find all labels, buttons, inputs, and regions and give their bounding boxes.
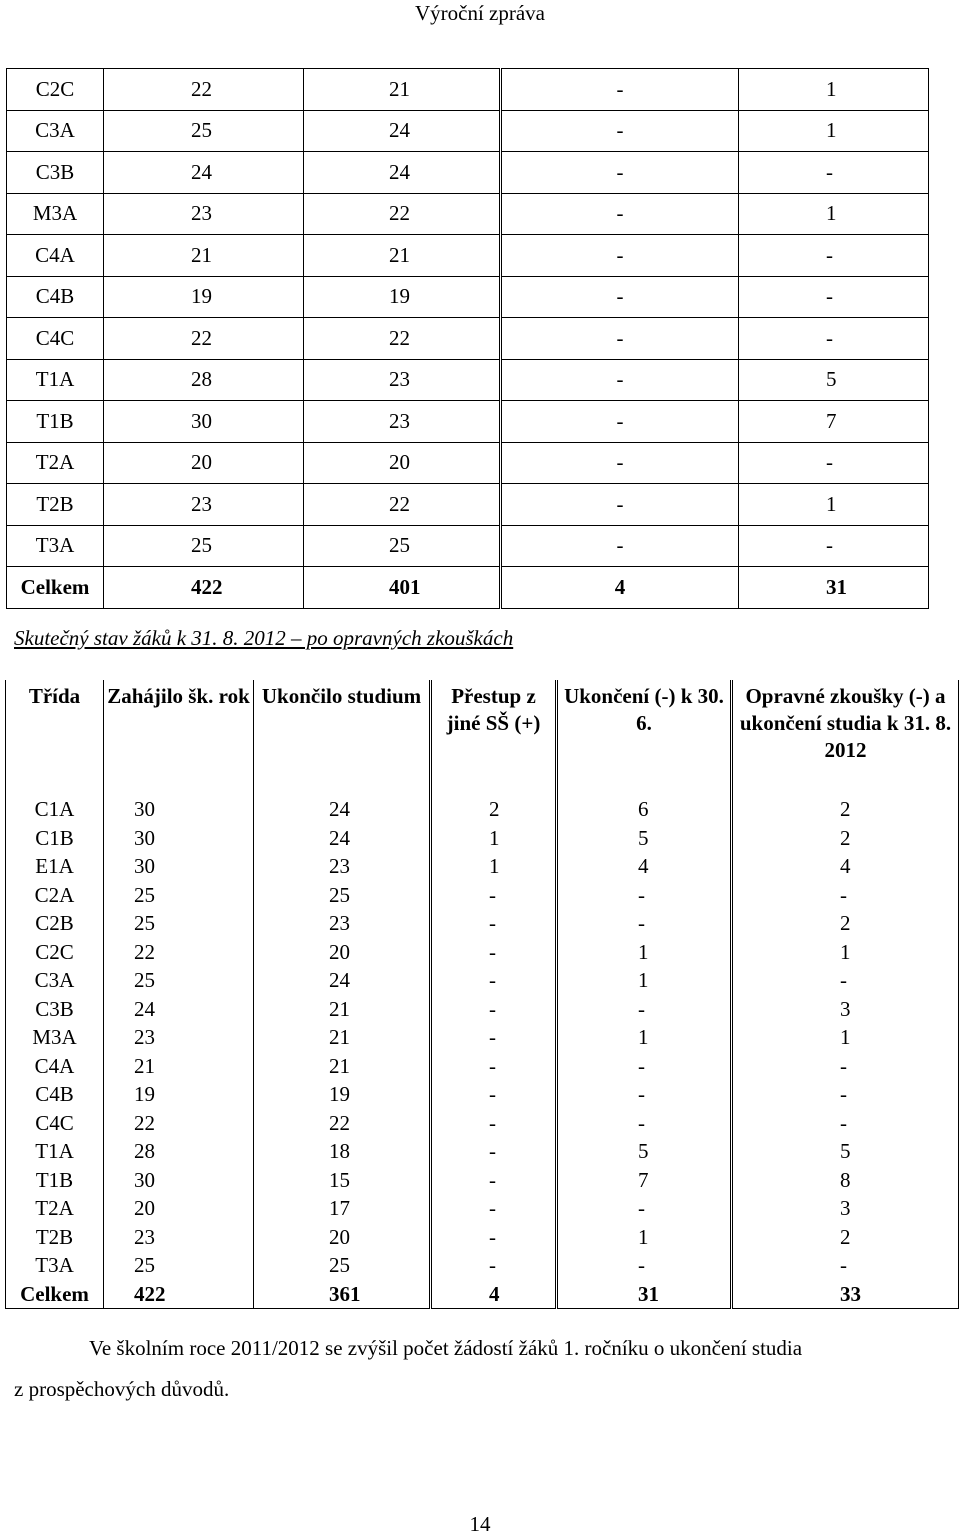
finished-cell: 24 <box>304 110 501 152</box>
table-total-row <box>7 567 929 609</box>
class-cell: T1A <box>7 359 104 401</box>
class-cell: C1B <box>6 824 104 853</box>
finished-cell: 21 <box>254 1023 431 1052</box>
retake-cell: 1 <box>739 110 929 152</box>
table-row <box>7 110 929 152</box>
retake-cell: - <box>739 235 929 277</box>
retake-cell: - <box>732 966 959 995</box>
transfer-cell: - <box>431 909 557 938</box>
started-cell: 25 <box>104 525 304 567</box>
table-row <box>7 442 929 484</box>
finished-cell: 18 <box>254 1137 431 1166</box>
class-cell: M3A <box>6 1023 104 1052</box>
table-row <box>7 69 929 111</box>
retake-cell: - <box>739 318 929 360</box>
change-cell: 4 <box>501 567 739 609</box>
paragraph-line-1: Ve školním roce 2011/2012 se zvýšil počet žádostí žáků 1. ročníku o ukončení studia <box>89 1336 803 1360</box>
table-row <box>7 152 929 194</box>
retake-cell: - <box>732 881 959 910</box>
class-cell: C3B <box>6 995 104 1024</box>
finished-cell: 19 <box>254 1080 431 1109</box>
change-cell: - <box>501 525 739 567</box>
started-cell: 28 <box>104 359 304 401</box>
finished-cell: 25 <box>254 1251 431 1280</box>
change-cell: - <box>501 69 739 111</box>
class-cell: T2A <box>7 442 104 484</box>
started-cell: 25 <box>104 909 254 938</box>
started-cell: 23 <box>104 193 304 235</box>
table-row <box>7 235 929 277</box>
transfer-cell: - <box>431 1109 557 1138</box>
finished-cell: 22 <box>304 318 501 360</box>
student-count-table-continued <box>6 68 929 609</box>
class-cell: C2B <box>6 909 104 938</box>
retake-cell: 1 <box>739 193 929 235</box>
finished-cell: 21 <box>304 69 501 111</box>
class-cell: C3A <box>6 966 104 995</box>
retake-cell: - <box>732 1052 959 1081</box>
change-cell: - <box>501 235 739 277</box>
retake-cell: 1 <box>732 1023 959 1052</box>
class-cell: M3A <box>7 193 104 235</box>
started-cell: 422 <box>104 1280 254 1309</box>
started-cell: 23 <box>104 1223 254 1252</box>
finished-cell: 361 <box>254 1280 431 1309</box>
retake-cell: 5 <box>732 1137 959 1166</box>
terminated-cell: 5 <box>557 1137 732 1166</box>
finished-cell: 23 <box>304 401 501 443</box>
transfer-cell: - <box>431 995 557 1024</box>
finished-cell: 24 <box>254 824 431 853</box>
transfer-cell: - <box>431 1137 557 1166</box>
change-cell: - <box>501 318 739 360</box>
started-cell: 28 <box>104 1137 254 1166</box>
class-cell: C3B <box>7 152 104 194</box>
class-cell: C2A <box>6 881 104 910</box>
started-cell: 25 <box>104 1251 254 1280</box>
retake-cell: 2 <box>732 1223 959 1252</box>
table-row <box>7 525 929 567</box>
finished-cell: 23 <box>254 852 431 881</box>
class-cell: C4B <box>6 1080 104 1109</box>
transfer-cell: 1 <box>431 824 557 853</box>
transfer-cell: - <box>431 1023 557 1052</box>
started-cell: 25 <box>104 966 254 995</box>
class-cell: C4A <box>6 1052 104 1081</box>
retake-cell: - <box>739 525 929 567</box>
terminated-cell: - <box>557 881 732 910</box>
finished-cell: 15 <box>254 1166 431 1195</box>
terminated-cell: 1 <box>557 1223 732 1252</box>
retake-cell: - <box>732 1251 959 1280</box>
transfer-cell: - <box>431 881 557 910</box>
table-row <box>6 995 959 1024</box>
column-header-class: Třída <box>6 680 104 795</box>
table-row <box>6 852 959 881</box>
started-cell: 24 <box>104 995 254 1024</box>
started-cell: 24 <box>104 152 304 194</box>
started-cell: 30 <box>104 795 254 824</box>
table-total-row <box>6 1280 959 1309</box>
table-header-row <box>6 680 959 795</box>
table-row <box>6 1080 959 1109</box>
change-cell: - <box>501 110 739 152</box>
column-header-terminated: Ukončení (-) k 30. 6. <box>557 680 732 795</box>
terminated-cell: - <box>557 995 732 1024</box>
finished-cell: 401 <box>304 567 501 609</box>
terminated-cell: 31 <box>557 1280 732 1309</box>
table-row <box>6 1052 959 1081</box>
table-row <box>7 276 929 318</box>
retake-cell: 3 <box>732 1194 959 1223</box>
column-header-retake-exams: Opravné zkoušky (-) a ukončení studia k 31. 8. 2012 <box>732 680 959 795</box>
started-cell: 23 <box>104 1023 254 1052</box>
retake-cell: - <box>732 1109 959 1138</box>
terminated-cell: 1 <box>557 938 732 967</box>
class-cell: T2B <box>7 484 104 526</box>
student-status-table <box>5 680 959 1309</box>
change-cell: - <box>501 276 739 318</box>
class-cell: T1A <box>6 1137 104 1166</box>
started-cell: 22 <box>104 69 304 111</box>
retake-cell: 2 <box>732 909 959 938</box>
transfer-cell: - <box>431 1223 557 1252</box>
started-cell: 19 <box>104 1080 254 1109</box>
change-cell: - <box>501 152 739 194</box>
table-row <box>6 824 959 853</box>
class-cell: T3A <box>7 525 104 567</box>
retake-cell: 31 <box>739 567 929 609</box>
terminated-cell: 6 <box>557 795 732 824</box>
finished-cell: 24 <box>254 966 431 995</box>
class-cell: Celkem <box>6 1280 104 1309</box>
terminated-cell: - <box>557 1194 732 1223</box>
column-header-transfer: Přestup z jiné SŠ (+) <box>431 680 557 795</box>
table-row <box>6 966 959 995</box>
change-cell: - <box>501 442 739 484</box>
table-row <box>7 401 929 443</box>
transfer-cell: 2 <box>431 795 557 824</box>
class-cell: T2A <box>6 1194 104 1223</box>
started-cell: 422 <box>104 567 304 609</box>
transfer-cell: - <box>431 1251 557 1280</box>
table-row <box>6 1194 959 1223</box>
started-cell: 25 <box>104 881 254 910</box>
column-header-started: Zahájilo šk. rok <box>104 680 254 795</box>
transfer-cell: - <box>431 1166 557 1195</box>
table-caption: Skutečný stav žáků k 31. 8. 2012 – po opravných zkouškách <box>14 626 514 650</box>
table-row <box>6 1166 959 1195</box>
table-row <box>7 193 929 235</box>
transfer-cell: - <box>431 1080 557 1109</box>
finished-cell: 23 <box>304 359 501 401</box>
started-cell: 22 <box>104 318 304 360</box>
finished-cell: 21 <box>254 995 431 1024</box>
terminated-cell: - <box>557 1052 732 1081</box>
finished-cell: 21 <box>254 1052 431 1081</box>
class-cell: T2B <box>6 1223 104 1252</box>
retake-cell: - <box>732 1080 959 1109</box>
started-cell: 21 <box>104 235 304 277</box>
table-row <box>6 795 959 824</box>
transfer-cell: - <box>431 938 557 967</box>
terminated-cell: 4 <box>557 852 732 881</box>
table-row <box>6 1251 959 1280</box>
started-cell: 20 <box>104 1194 254 1223</box>
finished-cell: 25 <box>254 881 431 910</box>
retake-cell: 5 <box>739 359 929 401</box>
retake-cell: 7 <box>739 401 929 443</box>
table-row <box>6 909 959 938</box>
started-cell: 25 <box>104 110 304 152</box>
finished-cell: 20 <box>254 938 431 967</box>
finished-cell: 22 <box>254 1109 431 1138</box>
table-row <box>7 484 929 526</box>
retake-cell: - <box>739 152 929 194</box>
retake-cell: - <box>739 276 929 318</box>
class-cell: C3A <box>7 110 104 152</box>
class-cell: T1B <box>6 1166 104 1195</box>
terminated-cell: - <box>557 909 732 938</box>
started-cell: 19 <box>104 276 304 318</box>
terminated-cell: - <box>557 1109 732 1138</box>
started-cell: 30 <box>104 401 304 443</box>
transfer-cell: 1 <box>431 852 557 881</box>
started-cell: 30 <box>104 1166 254 1195</box>
class-cell: C2C <box>7 69 104 111</box>
terminated-cell: 1 <box>557 966 732 995</box>
finished-cell: 23 <box>254 909 431 938</box>
retake-cell: 33 <box>732 1280 959 1309</box>
finished-cell: 24 <box>254 795 431 824</box>
class-cell: E1A <box>6 852 104 881</box>
transfer-cell: - <box>431 1194 557 1223</box>
page-header-title: Výroční zpráva <box>414 1 546 25</box>
finished-cell: 21 <box>304 235 501 277</box>
table-row <box>7 318 929 360</box>
change-cell: - <box>501 401 739 443</box>
transfer-cell: - <box>431 1052 557 1081</box>
retake-cell: 8 <box>732 1166 959 1195</box>
terminated-cell: - <box>557 1080 732 1109</box>
retake-cell: 1 <box>732 938 959 967</box>
started-cell: 30 <box>104 824 254 853</box>
change-cell: - <box>501 359 739 401</box>
change-cell: - <box>501 193 739 235</box>
class-cell: T3A <box>6 1251 104 1280</box>
retake-cell: 4 <box>732 852 959 881</box>
started-cell: 20 <box>104 442 304 484</box>
table-row <box>6 1023 959 1052</box>
retake-cell: 2 <box>732 824 959 853</box>
finished-cell: 19 <box>304 276 501 318</box>
started-cell: 22 <box>104 938 254 967</box>
transfer-cell: - <box>431 966 557 995</box>
class-cell: C2C <box>6 938 104 967</box>
class-cell: T1B <box>7 401 104 443</box>
finished-cell: 17 <box>254 1194 431 1223</box>
class-cell: Celkem <box>7 567 104 609</box>
terminated-cell: 5 <box>557 824 732 853</box>
terminated-cell: - <box>557 1251 732 1280</box>
terminated-cell: 7 <box>557 1166 732 1195</box>
finished-cell: 20 <box>254 1223 431 1252</box>
table-row <box>6 1223 959 1252</box>
finished-cell: 20 <box>304 442 501 484</box>
class-cell: C4B <box>7 276 104 318</box>
table-row <box>7 359 929 401</box>
table-row <box>6 938 959 967</box>
started-cell: 30 <box>104 852 254 881</box>
retake-cell: - <box>739 442 929 484</box>
paragraph-line-2: z prospěchových důvodů. <box>14 1377 230 1401</box>
started-cell: 21 <box>104 1052 254 1081</box>
table-row <box>6 1137 959 1166</box>
finished-cell: 22 <box>304 193 501 235</box>
started-cell: 23 <box>104 484 304 526</box>
finished-cell: 22 <box>304 484 501 526</box>
class-cell: C4C <box>7 318 104 360</box>
class-cell: C4A <box>7 235 104 277</box>
retake-cell: 1 <box>739 484 929 526</box>
class-cell: C1A <box>6 795 104 824</box>
table-row <box>6 1109 959 1138</box>
retake-cell: 3 <box>732 995 959 1024</box>
started-cell: 22 <box>104 1109 254 1138</box>
column-header-finished: Ukončilo studium <box>254 680 431 795</box>
class-cell: C4C <box>6 1109 104 1138</box>
table-row <box>6 881 959 910</box>
retake-cell: 2 <box>732 795 959 824</box>
terminated-cell: 1 <box>557 1023 732 1052</box>
page-number: 14 <box>469 1512 491 1536</box>
retake-cell: 1 <box>739 69 929 111</box>
finished-cell: 25 <box>304 525 501 567</box>
change-cell: - <box>501 484 739 526</box>
transfer-cell: 4 <box>431 1280 557 1309</box>
finished-cell: 24 <box>304 152 501 194</box>
